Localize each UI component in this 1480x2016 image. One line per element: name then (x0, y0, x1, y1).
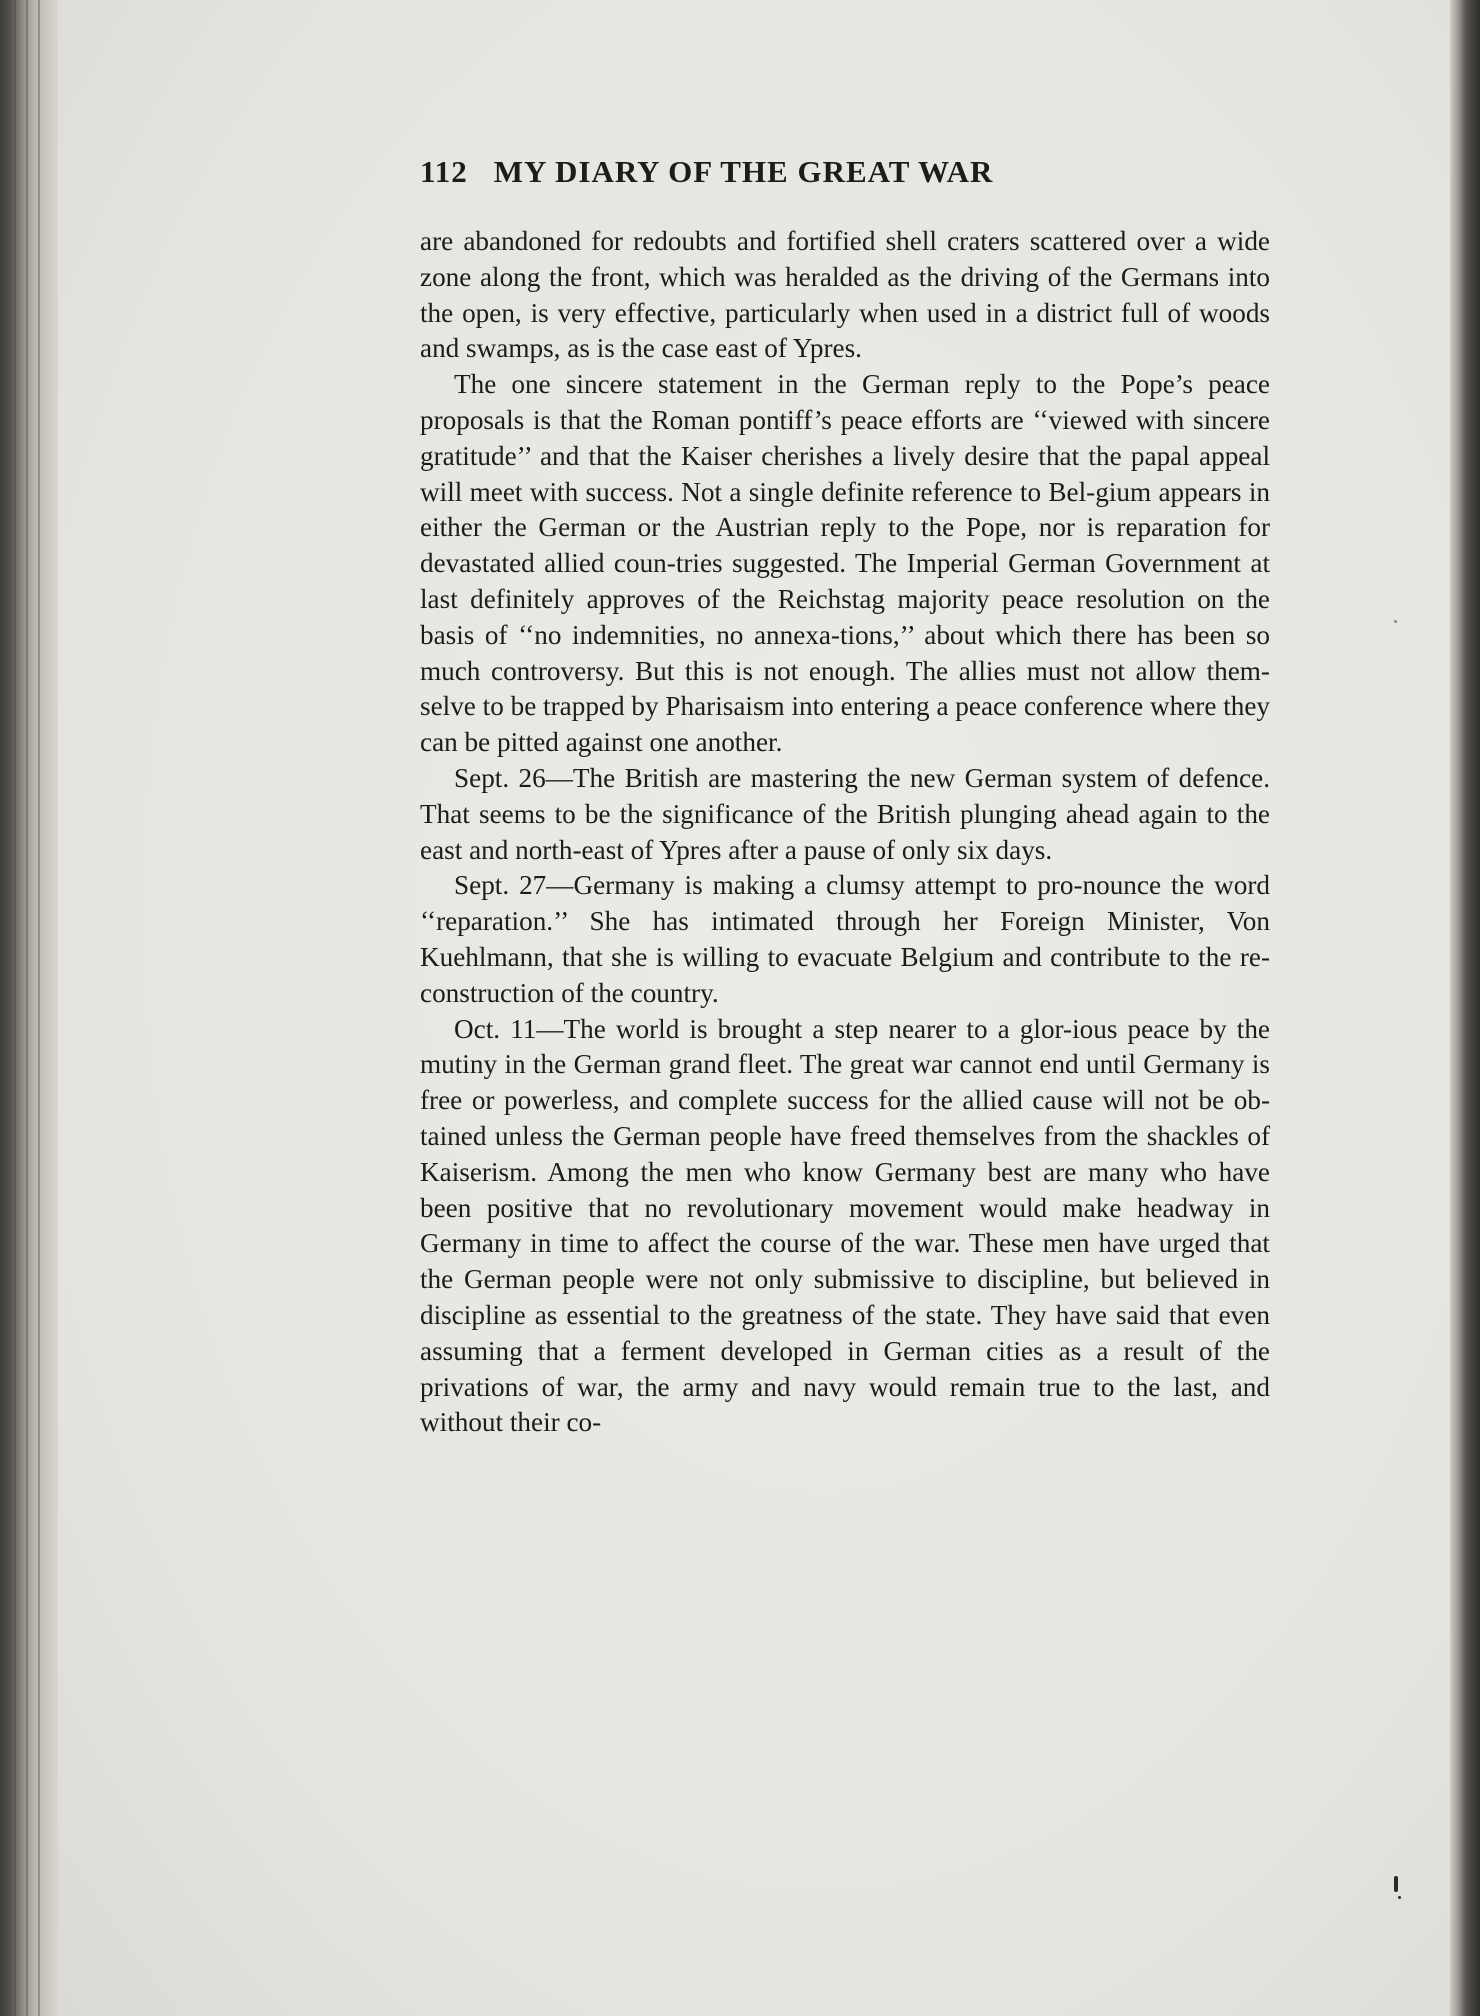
body-text (420, 224, 1270, 1441)
paragraph: Oct. 11—The world is brought a step nearer to a glor-ious peace by the mutiny in the German grand fleet. The great war cannot end until Germany is free or powerless, and complete success for the allied cause will not be ob-tained unless the German people have freed themselves from the shackles of Kaiserism. Among the men who know Germany best are many who have been positive that no revolutionary movement would make headway in Germany in time to affect the course of the war. These men have urged that the German people were not only submissive to discipline, but believed in discipline as essential to the greatness of the state. They have said that even assuming that a ferment developed in German cities as a result of the privations of war, the army and navy would remain true to the last, and without their co- (420, 1013, 1270, 1438)
binding-line (14, 0, 16, 2016)
print-speck (1394, 620, 1397, 623)
paragraph: are abandoned for redoubts and fortified shell craters scattered over a wide zone along the front, which was heralded as the driving of the Germans into the open, is very effective, particularly when used in a district full of woods and swamps, as is the case east of Ypres. (420, 226, 1270, 364)
running-head (420, 152, 1270, 192)
paragraph: Sept. 27—Germany is making a clumsy attempt to pro-nounce the word ‘‘reparation.’’ She has intimated through her Foreign Minister, Von Kuehlmann, that she is willing to evacuate Belgium and contribute to the re-construction of the country. (420, 870, 1270, 1008)
binding-line (26, 0, 28, 2016)
right-page-edge (1450, 0, 1480, 2016)
paragraph: The one sincere statement in the German reply to the Pope’s peace proposals is that the Roman pontiff’s peace efforts are ‘‘viewed with sincere gratitude’’ and that the Kaiser cherishes a lively desire that the papal appeal will meet with success. Not a single definite reference to Bel-gium appears in either the German or the Austrian reply to the Pope, nor is reparation for devastated allied coun-tries suggested. The Imperial German Government at last definitely approves of the Reichstag majority peace resolution on the basis of ‘‘no indemnities, no annexa-tions,’’ about which there has been so much controversy. But this is not enough. The allies must not allow them-selve to be trapped by Pharisaism into entering a peace conference where they can be pitted against one another. (420, 369, 1271, 758)
print-speck (1398, 1896, 1401, 1899)
binding-line (38, 0, 40, 2016)
book-binding-edge (0, 0, 58, 2016)
print-speck (1394, 1876, 1398, 1892)
text-block (420, 152, 1270, 1441)
paragraph: Sept. 26—The British are mastering the new German system of defence. That seems to be the significance of the British plunging ahead again to the east and north-east of Ypres after a pause of only six days. (420, 762, 1270, 865)
running-head-title: MY DIARY OF THE GREAT WAR (493, 154, 994, 189)
page-number: 112 (420, 154, 468, 189)
